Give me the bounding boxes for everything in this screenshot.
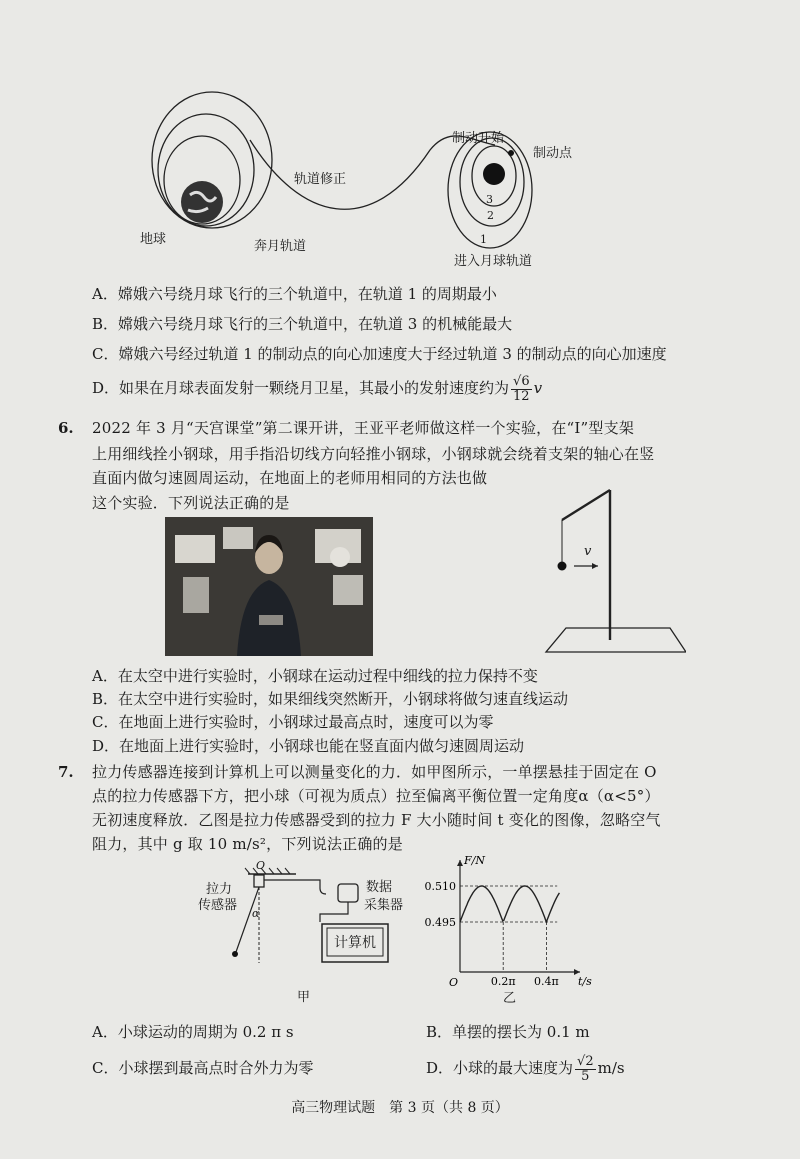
q7-option-d-text: D．小球的最大速度为: [426, 1059, 574, 1077]
fraction-denominator: 5: [581, 1068, 590, 1084]
label-braking-start: 制动开始: [452, 131, 505, 146]
computer-label: 计算机: [334, 935, 376, 951]
q6-option-d: D．在地面上进行实验时，小钢球也能在竖直面内做匀速圆周运动: [92, 737, 525, 755]
q5-option-d-fraction: [511, 375, 532, 404]
label-orbit-3: 3: [486, 193, 493, 206]
q7-line-4: 阻力，其中 g 取 10 m/s²，下列说法正确的是: [92, 835, 403, 853]
label-braking-point: 制动点: [533, 146, 573, 161]
q6-line-1: 2022 年 3 月“天宫课堂”第二课开讲，王亚平老师做这样一个实验，在“I”型支架: [92, 419, 635, 437]
label-orbit-1: 1: [480, 233, 487, 246]
figure-yi-caption: 乙: [503, 991, 517, 1006]
q6-option-a: A．在太空中进行实验时，小钢球在运动过程中细线的拉力保持不变: [92, 667, 538, 685]
x-tick-label: 0.4π: [534, 975, 559, 988]
q6-line-2: 上用细线拴小钢球，用手指沿切线方向轻推小钢球，小钢球就会绕着支架的轴心在竖: [92, 445, 655, 463]
q7-option-d-fraction: [575, 1055, 596, 1084]
label-orbit-2: 2: [487, 209, 494, 222]
i-frame-stand-diagram: [536, 480, 686, 660]
sensor-label-2: 传感器: [198, 898, 238, 913]
label-lunar-orbit-entry: 进入月球轨道: [454, 254, 533, 269]
q6-line-4: 这个实验．下列说法正确的是: [92, 494, 290, 512]
y-axis-label: F/N: [464, 854, 485, 867]
velocity-label: v: [584, 544, 592, 559]
collector-label-1: 数据: [366, 880, 393, 895]
force-curve: [460, 886, 559, 922]
q5-option-d-text: D．如果在月球表面发射一颗绕月卫星，其最小的发射速度约为: [92, 379, 510, 397]
angle-label: α: [252, 907, 260, 920]
q6-number: 6.: [58, 419, 74, 437]
fraction-numerator: √6: [513, 373, 530, 389]
q7-option-d: [426, 1050, 625, 1086]
y-tick-label: 0.495: [424, 916, 456, 929]
page-footer: 高三物理试题 第 3 页（共 8 页）: [291, 1100, 509, 1116]
q5-option-b: B．嫦娥六号绕月球飞行的三个轨道中，在轨道 3 的机械能最大: [92, 315, 513, 333]
q7-line-2: 点的拉力传感器下方，把小球（可视为质点）拉至偏离平衡位置一定角度α（α<5°）: [92, 787, 660, 805]
fraction-numerator: √2: [577, 1053, 594, 1069]
fraction-denominator: 12: [513, 388, 530, 404]
q7-option-b: B．单摆的摆长为 0.1 m: [426, 1023, 590, 1041]
q6-line-3: 直面内做匀速圆周运动，在地面上的老师用相同的方法也做: [92, 469, 488, 487]
q7-option-c: C．小球摆到最高点时合外力为零: [92, 1059, 314, 1077]
q5-option-a: A．嫦娥六号绕月球飞行的三个轨道中，在轨道 1 的周期最小: [92, 285, 497, 303]
q7-option-d-unit: m/s: [597, 1059, 625, 1077]
classroom-photo: [165, 517, 373, 656]
x-tick-label: 0.2π: [490, 975, 516, 988]
q5-option-c: C．嫦娥六号经过轨道 1 的制动点的向心加速度大于经过轨道 3 的制动点的向心加速度: [92, 345, 667, 363]
q6-option-c: C．在地面上进行实验时，小钢球过最高点时，速度可以为零: [92, 713, 494, 731]
force-time-chart: [412, 852, 592, 988]
label-transfer-orbit: 奔月轨道: [254, 239, 307, 254]
figure-jia-caption: 甲: [297, 990, 311, 1005]
q6-option-b: B．在太空中进行实验时，如果细线突然断开，小钢球将做匀速直线运动: [92, 690, 569, 708]
y-axis-arrow: [457, 860, 463, 866]
data-collector-box: [338, 884, 358, 902]
sensor-label-1: 拉力: [206, 882, 233, 897]
braking-point-dot: [508, 150, 514, 156]
moon-icon: [483, 163, 505, 185]
q5-option-d: [92, 370, 542, 406]
q7-option-a: A．小球运动的周期为 0.2 π s: [92, 1023, 294, 1041]
label-orbit-correction: 轨道修正: [294, 172, 347, 187]
q5-option-d-variable: v: [533, 379, 543, 397]
lunar-orbit-diagram: [140, 70, 600, 270]
q7-number: 7.: [58, 763, 74, 781]
origin-label: O: [448, 976, 458, 988]
point-o-label: O: [256, 859, 266, 872]
x-axis-label: t/s: [578, 975, 592, 988]
q7-line-1: 拉力传感器连接到计算机上可以测量变化的力．如甲图所示，一单摆悬挂于固定在 O: [92, 763, 657, 781]
label-earth: 地球: [140, 232, 167, 247]
collector-label-2: 采集器: [364, 898, 404, 913]
steel-ball-icon: [558, 562, 567, 571]
earth-icon: [181, 181, 223, 223]
y-tick-label: 0.510: [424, 880, 456, 893]
force-sensor-box: [254, 875, 264, 887]
q7-line-3: 无初速度释放．乙图是拉力传感器受到的拉力 F 大小随时间 t 变化的图像，忽略空气: [92, 811, 661, 829]
